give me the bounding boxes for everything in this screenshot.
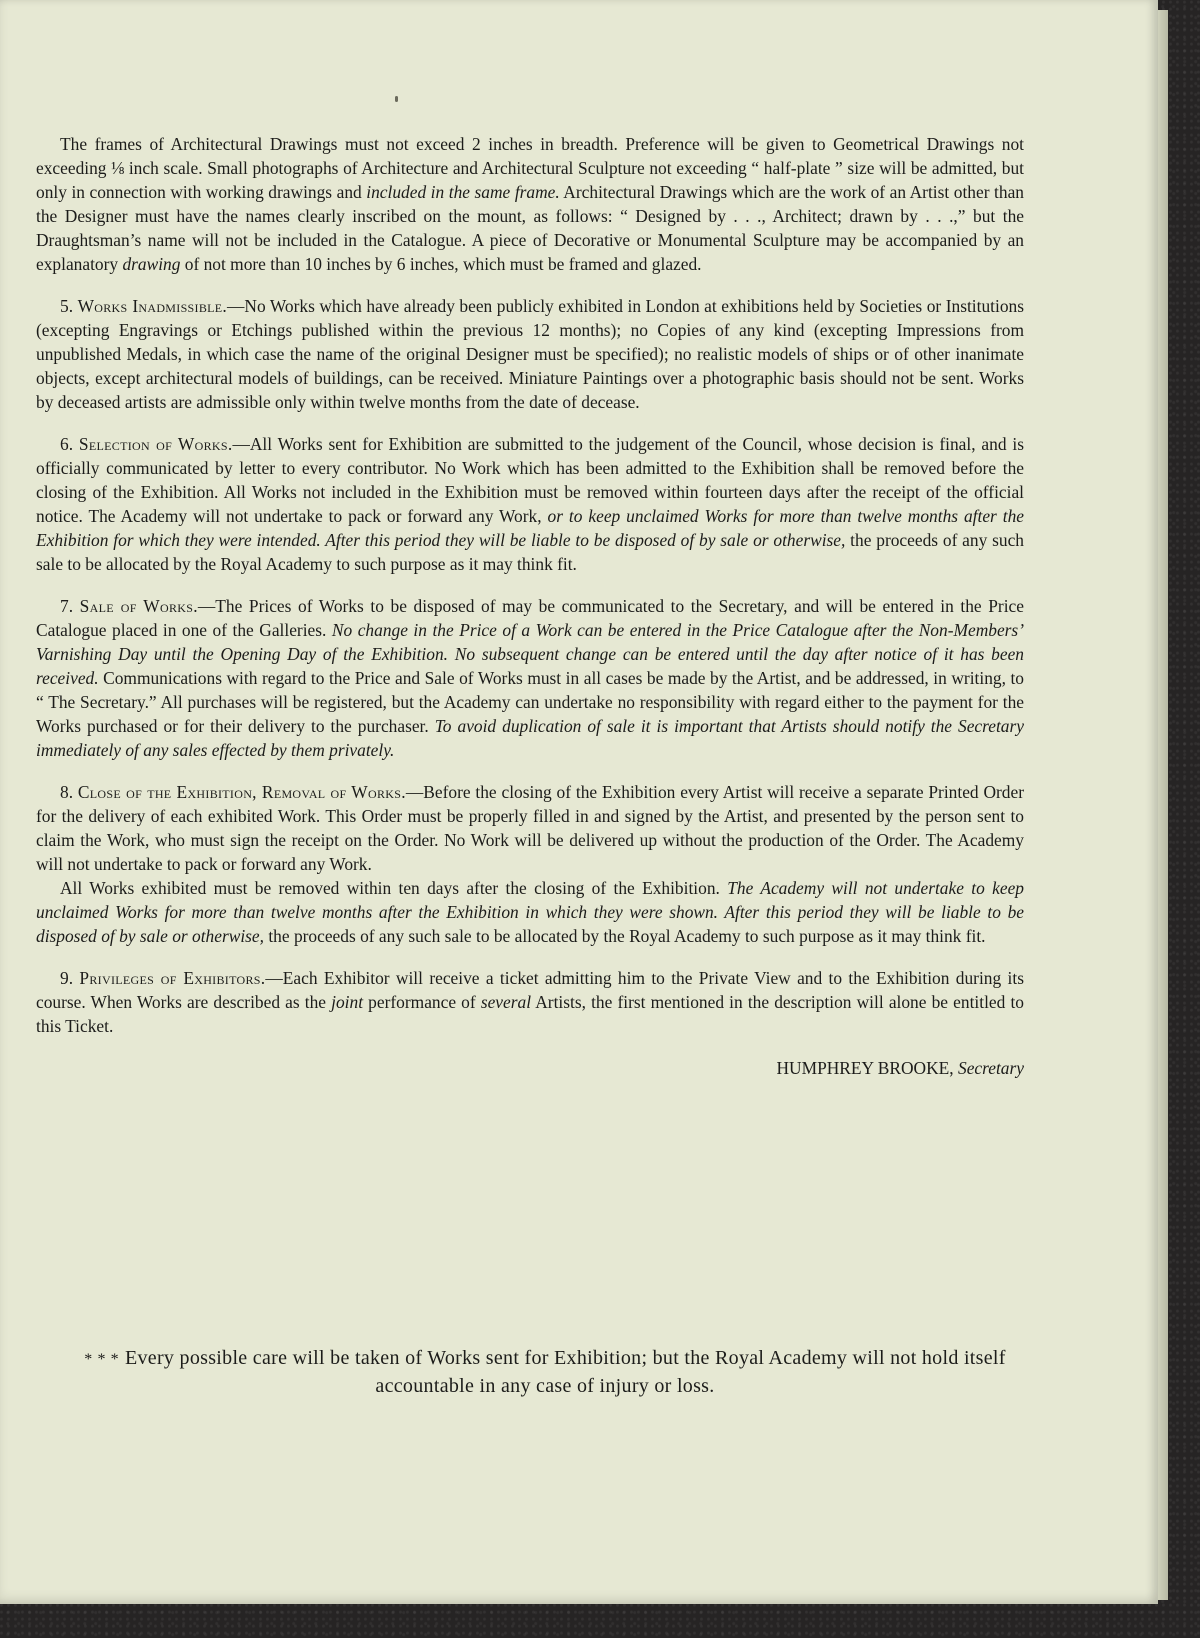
section-heading: Sale of Works.: [79, 596, 198, 616]
secretary-signature: HUMPHREY BROOKE, Secretary: [776, 1058, 1024, 1078]
section-works-inadmissible: 5. Works Inadmissible.—No Works which have already been publicly exhibited in London at exhibitions held by Societies or Institutions (excepting Engravings or Etchings published within the previous 12 months); no Copies of any kind (excepting Impressions from unpublished Medals, in which case the name of the original Designer must be specified); no realistic models of ships or of other inanimate objects, except architectural models of buildings, can be received. Miniature Paintings over a photographic basis should not be sent. Works by deceased artists are admissible only within twelve months from the date of decease.: [36, 296, 1024, 412]
section-heading: Selection of Works.: [78, 434, 233, 454]
page-blemish: [395, 96, 398, 102]
section-heading: Privileges of Exhibitors.: [79, 968, 266, 988]
paragraph-architectural-drawings: The frames of Architectural Drawings must not exceed 2 inches in breadth. Preference will be given to Geometrical Drawings not exceeding ⅛ inch scale. Small photographs of Architecture and Architectural Sculpture not exceeding “ half-plate ” size will be admitted, but only in connection with working drawings and included in the same frame. Architectural Drawings which are the work of an Artist other than the Designer must have the names clearly inscribed on the mount, as follows: “ Designed by . . ., Architect; drawn by . . .,” but the Draughtsman’s name will not be included in the Catalogue. A piece of Decorative or Monumental Sculpture may be accompanied by an explanatory drawing of not more than 10 inches by 6 inches, which must be framed and glazed.: [36, 134, 1024, 274]
section-close-of-exhibition: 8. Close of the Exhibition, Removal of Works.—Before the closing of the Exhibition every Artist will receive a separate Printed Order for the delivery of each exhibited Work. This Order must be properly filled in and signed by the Artist, and presented by the person sent to claim the Work, who must sign the receipt on the Order. No Work will be delivered up without the production of the Order. The Academy will not undertake to pack or forward any Work.: [36, 782, 1024, 874]
section-heading: Close of the Exhibition, Removal of Works.: [77, 782, 406, 802]
asterism-mark: * * *: [84, 1351, 120, 1368]
section-selection-of-works: 6. Selection of Works.—All Works sent for Exhibition are submitted to the judgement of the Council, whose decision is final, and is officially communicated by letter to every contributor. No Work which has been admitted to the Exhibition shall be removed before the closing of the Exhibition. All Works not included in the Exhibition must be removed within fourteen days after the receipt of the official notice. The Academy will not undertake to pack or forward any Work, or to keep unclaimed Works for more than twelve months after the Exhibition for which they were intended. After this period they will be liable to be disposed of by sale or otherwise, the proceeds of any such sale to be allocated by the Royal Academy to such purpose as it may think fit.: [36, 434, 1024, 574]
section-privileges-of-exhibitors: 9. Privileges of Exhibitors.—Each Exhibitor will receive a ticket admitting him to the Private View and to the Exhibition during its course. When Works are described as the joint performance of several Artists, the first mentioned in the description will alone be entitled to this Ticket.: [36, 968, 1024, 1036]
section-close-of-exhibition-continued: All Works exhibited must be removed within ten days after the closing of the Exhibition. The Academy will not undertake to keep unclaimed Works for more than twelve months after the Exhibition in which they were shown. After this period they will be liable to be disposed of by sale or otherwise, the proceeds of any such sale to be allocated by the Royal Academy to such purpose as it may think fit.: [36, 878, 1024, 946]
liability-notice: * * * Every possible care will be taken of Works sent for Exhibition; but the Royal Academy will not hold itself accountable in any case of injury or loss.: [84, 1347, 1006, 1397]
section-heading: Works Inadmissible.: [77, 296, 228, 316]
rules-text: [36, 132, 1024, 1098]
page-edge: [1158, 10, 1168, 1600]
section-sale-of-works: 7. Sale of Works.—The Prices of Works to be disposed of may be communicated to the Secretary, and will be entered in the Price Catalogue placed in one of the Galleries. No change in the Price of a Work can be entered in the Price Catalogue after the Non-Members’ Varnishing Day until the Opening Day of the Exhibition. No subsequent change can be entered until the day after notice of it has been received. Communications with regard to the Price and Sale of Works must in all cases be made by the Artist, and be addressed, in writing, to “ The Secretary.” All purchases will be registered, but the Academy can undertake no responsibility with regard either to the payment for the Works purchased or for their delivery to the purchaser. To avoid duplication of sale it is important that Artists should notify the Secretary immediately of any sales effected by them privately.: [36, 596, 1024, 760]
